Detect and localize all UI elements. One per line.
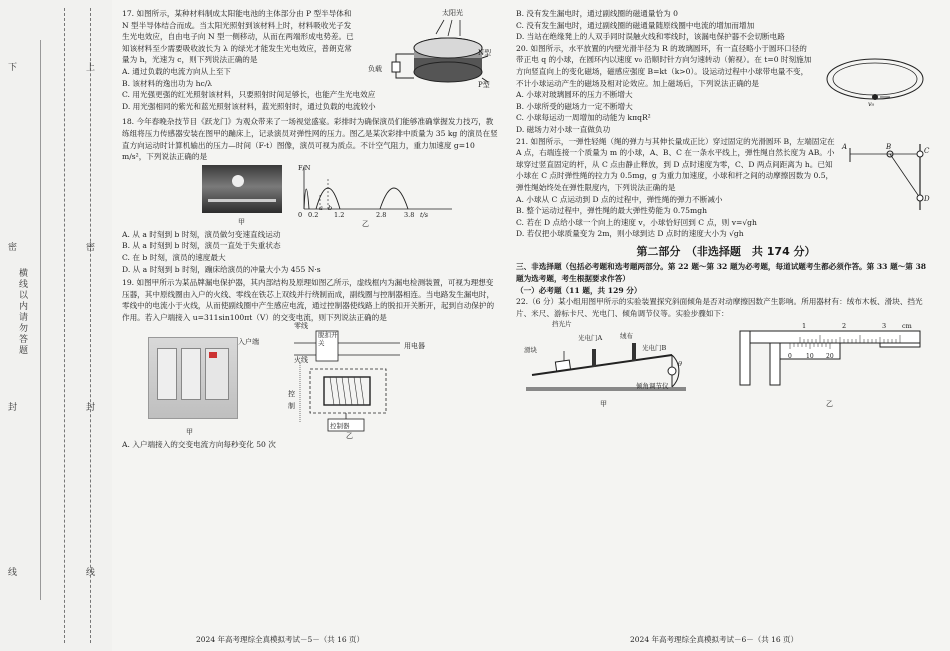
- q22-scale-unit: cm: [902, 322, 912, 331]
- q22-stem: 22.（6 分）某小组用图甲所示的实验装置探究斜面倾角是否对动摩擦因数产生影响。所用器材有：绒布木板、滑块、挡光片、米尺、游标卡尺、光电门、倾角调节仪等。实验步骤如下：: [516, 297, 923, 318]
- q20-option-c: C. 小球每运动一周增加的动能为 kπqR²: [516, 113, 651, 123]
- q17-solar-cell-figure: [366, 8, 500, 100]
- q18-y-label: F/N: [298, 163, 311, 172]
- trampoline-bed: [208, 199, 276, 202]
- q17-p-label: P型: [478, 81, 490, 89]
- margin-mark-xia: 下: [8, 63, 18, 73]
- q22-theta-label: θ: [678, 360, 682, 369]
- margin-mark-feng-1: 封: [8, 403, 18, 413]
- margin-dashed-line-inner: [64, 8, 65, 643]
- q19-option-a: A. 入户端接入的交变电流方向每秒变化 50 次: [122, 440, 276, 450]
- q18-tick-b: b: [328, 203, 333, 212]
- q18-tick-12: 1.2: [334, 210, 345, 219]
- q19-breaker-photo: [148, 337, 238, 419]
- q18-yi-label: 乙: [362, 219, 369, 228]
- margin-warning: 横线以内请勿答题: [17, 268, 27, 356]
- left-column: [122, 8, 500, 451]
- question-18: [122, 116, 500, 275]
- q22-figures: [516, 319, 936, 411]
- q21-point-c: C: [924, 146, 930, 155]
- question-21: [516, 136, 936, 240]
- q22-yi-label: 乙: [826, 400, 833, 409]
- q18-tick-02: 0.2: [308, 210, 319, 219]
- q22-jia-label: 甲: [600, 400, 607, 409]
- q17-load-label: 负载: [368, 65, 382, 73]
- q19-controller-label: 控制器: [330, 422, 350, 431]
- q19-zero-label: 零线: [294, 322, 308, 331]
- q17-stem: 17. 如图所示，某种材料制成太阳能电池的主体部分由 P 型半导体和 N 型半导体结合而成。当太阳光照射到该材料上时，材料吸收光子发生光电效应，自由电子向 N 型一侧移动，从而在两端形成电势差。已知该材料至少需要吸收波长为 λ 的绿光才能发生光电效应，普朗克常量为 h，光速为 c，则下列说法正确的是: [122, 9, 354, 65]
- right-column: [516, 8, 936, 411]
- q22-gate-a-label: 光电门A: [578, 334, 603, 343]
- q21-stem: 21. 如图所示，一弹性轻绳（绳的弹力与其伸长量成正比）穿过固定的光滑圆环 B，左端固定在 A 点，右端连接一个质量为 m 的小球，A、B、C 在一条水平线上，弹性绳自然长度为 AB。小球穿过竖直固定的杆，从 C 点由静止释放，到 D 点时速度为零，C、D 两点间距离为 h。已知小球在 C 点时弹性绳的拉力为 0.5mg，g 为重力加速度，小球和杆之间的动摩擦因数为 0.5，弹性绳始终处在弹性限度内，下列说法正确的是: [516, 136, 835, 192]
- q22-shutter-label: 挡光片: [552, 320, 572, 329]
- q22-adjuster-label: 倾角调节仪: [636, 382, 669, 391]
- q19-in-label: 入户端: [238, 338, 259, 347]
- q18-x-unit: t/s: [420, 210, 429, 219]
- q19-circuit-diagram: [270, 323, 420, 435]
- right-footer: 2024 年高考理综全真模拟考试－6－（共 16 页）: [630, 635, 799, 644]
- required-questions-heading: （一）必考题（11 题，共 129 分）: [516, 285, 642, 295]
- q19-figures: [122, 323, 500, 439]
- q20-option-a: A. 小球对玻璃圆环的压力不断增大: [516, 90, 633, 100]
- q20-option-b: B. 小球所受的磁场力一定不断增大: [516, 101, 633, 111]
- q22-vernier-0: 0: [788, 353, 792, 361]
- q22-gate-b-label: 光电门B: [642, 344, 667, 353]
- q18-tick-0: 0: [298, 210, 303, 219]
- q22-scale-1: 1: [802, 322, 807, 331]
- q20-v0-label: v₀: [868, 99, 875, 108]
- left-footer: 2024 年高考理综全真模拟考试－5－（共 16 页）: [196, 635, 365, 644]
- q20-option-d: D. 磁场力对小球一直做负功: [516, 124, 611, 134]
- q18-tick-28: 2.8: [376, 210, 387, 219]
- test-button-icon: [209, 352, 217, 358]
- q17-option-c: C. 用光强更强的红光照射该材料，只要照射时间足够长，也能产生光电效应: [122, 90, 376, 100]
- breaker-module-2: [181, 348, 201, 400]
- q21-point-b: B: [886, 142, 892, 151]
- question-20: [516, 43, 936, 136]
- q22-slider-label: 滑块: [524, 346, 537, 355]
- q19-stem: 19. 如图甲所示为某品牌漏电保护器，其内部结构及原理如图乙所示，虚线框内为漏电检测装置，可视为理想变压器，其中原线圈由入户的火线、零线在铁芯上双线并行绕制而成，副线圈与控制器相连。当电路发生漏电时，零线中的电流小于火线，从而使副线圈中产生感应电流，通过控制器使线路上的脱扣开关断开，起到自动保护的作用。若入户端接入 u=311sin100πt（V）的交变电流，则下列说法正确的是: [122, 278, 495, 322]
- q21-option-d: D. 若仅把小球质量变为 2m，则小球到达 D 点时的速度大小为 √gh: [516, 229, 744, 239]
- margin-mark-xian-2: 线: [86, 568, 96, 578]
- margin-mark-xian-1: 线: [8, 568, 18, 578]
- question-19: [122, 277, 500, 451]
- q18-option-c: C. 在 b 时刻，演员的速度最大: [122, 252, 226, 262]
- q18-jia-label: 甲: [238, 217, 245, 226]
- q19-option-c: C. 没有发生漏电时，通过副线圈的磁通量随原线圈中电流的增加而增加: [516, 20, 755, 30]
- performer-icon: [232, 175, 244, 187]
- q21-option-c: C. 若在 D 点给小球一个向上的速度 v，小球恰好回到 C 点，则 v=√gh: [516, 217, 757, 227]
- q22-scale-2: 2: [842, 322, 847, 331]
- q21-rope-figure: [842, 142, 934, 212]
- margin-answer-line: [40, 40, 42, 600]
- margin-mark-shang: 上: [86, 63, 96, 73]
- q18-option-b: B. 从 a 时刻到 b 时刻，演员一直处于失重状态: [122, 241, 281, 251]
- binding-margin: [0, 0, 112, 651]
- q19-switch-label: 脱扣开关: [318, 331, 338, 348]
- q18-option-d: D. 从 a 时刻到 b 时刻，蹦床给演员的冲量大小为 455 N·s: [122, 264, 321, 274]
- margin-mark-feng-2: 封: [86, 403, 96, 413]
- q18-stem: 18. 今年春晚杂技节目《跃龙门》为观众带来了一场视觉盛宴。彩排时为确保演员们能够准确掌握发力技巧，教练组将压力传感器安装在图甲的蹦床上，记录演员对弹性网的压力。图乙是某次彩排中质量为 35 kg 的演员在竖直方向运动时计算机输出的压力—时间（F-t）图像，演员可视为质点。不计空气阻力，重力加速度 g=10 m/s²，下列说法正确的是: [122, 117, 498, 162]
- q19-fire-label: 火线: [294, 356, 308, 365]
- q17-option-a: A. 通过负载的电流方向从上至下: [122, 66, 232, 76]
- q19-option-d: D. 当站在绝缘凳上的人双手同时误触火线和零线时，该漏电保护器不会切断电路: [516, 32, 785, 42]
- q18-tick-38: 3.8: [404, 210, 415, 219]
- q21-point-a: A: [842, 142, 848, 151]
- q20-ring-figure: [820, 51, 930, 111]
- q17-n-label: N型: [478, 49, 492, 57]
- q22-vernier-10: 10: [806, 353, 814, 361]
- margin-mark-mi-1: 密: [8, 243, 18, 253]
- q22-scale-3: 3: [882, 322, 887, 331]
- q20-stem: 20. 如图所示，水平放置的内壁光滑半径为 R 的玻璃圆环，有一直径略小于圆环口径的带正电 q 的小球，在圆环内以速度 v₀ 沿顺时针方向匀速转动（俯视）。在 t=0 时刻施加方向竖直向上的变化磁场，磁感应强度 B=kt（k>0）。设运动过程中小球带电量不变，不计小球运动产生的磁场及相对论效应。加上磁场后，下列说法正确的是: [516, 43, 812, 88]
- question-17: [122, 8, 500, 112]
- q18-figures: [122, 163, 500, 229]
- q19-option-b: B. 没有发生漏电时，通过副线圈的磁通量恰为 0: [516, 9, 678, 18]
- q21-option-b: B. 整个运动过程中，弹性绳的最大弹性势能为 0.75mgh: [516, 206, 707, 216]
- q17-sun-label: 太阳光: [442, 9, 463, 17]
- q21-option-a: A. 小球从 C 点运动到 D 点的过程中，弹性绳的弹力不断减小: [516, 194, 723, 204]
- q18-trampoline-photo: [202, 165, 282, 213]
- glass-ring-diagram: [820, 51, 930, 111]
- margin-dashed-line-outer: [90, 8, 91, 643]
- q21-point-d: D: [924, 194, 930, 203]
- margin-mark-mi-2: 密: [86, 243, 96, 253]
- q19-ctrl-label: 控制: [288, 390, 295, 411]
- q22-vernier-20: 20: [826, 353, 834, 361]
- q22-cloth-label: 绒布: [620, 332, 633, 341]
- q19-yi-label: 乙: [346, 432, 353, 441]
- q18-option-a: A. 从 a 时刻到 b 时刻，演员做匀变速直线运动: [122, 229, 281, 239]
- section-three-instructions: 三、非选择题（包括必考题和选考题两部分。第 22 题～第 32 题为必考题，每道试题考生都必须作答。第 33 题～第 38 题为选考题，考生根据要求作答）: [516, 262, 927, 284]
- part-two-title: 第二部分 （非选择题 共 174 分）: [636, 244, 816, 258]
- q17-option-b: B. 该材料的逸出功为 hc/λ: [122, 78, 213, 88]
- q19-load-label: 用电器: [404, 342, 425, 351]
- breaker-module-1: [157, 348, 177, 400]
- q18-tick-a: a: [319, 203, 323, 212]
- q19-jia-label: 甲: [186, 428, 193, 437]
- q17-option-d: D. 用光强相同的紫光和蓝光照射该材料，蓝光照射时，通过负载的电流较小: [122, 101, 376, 111]
